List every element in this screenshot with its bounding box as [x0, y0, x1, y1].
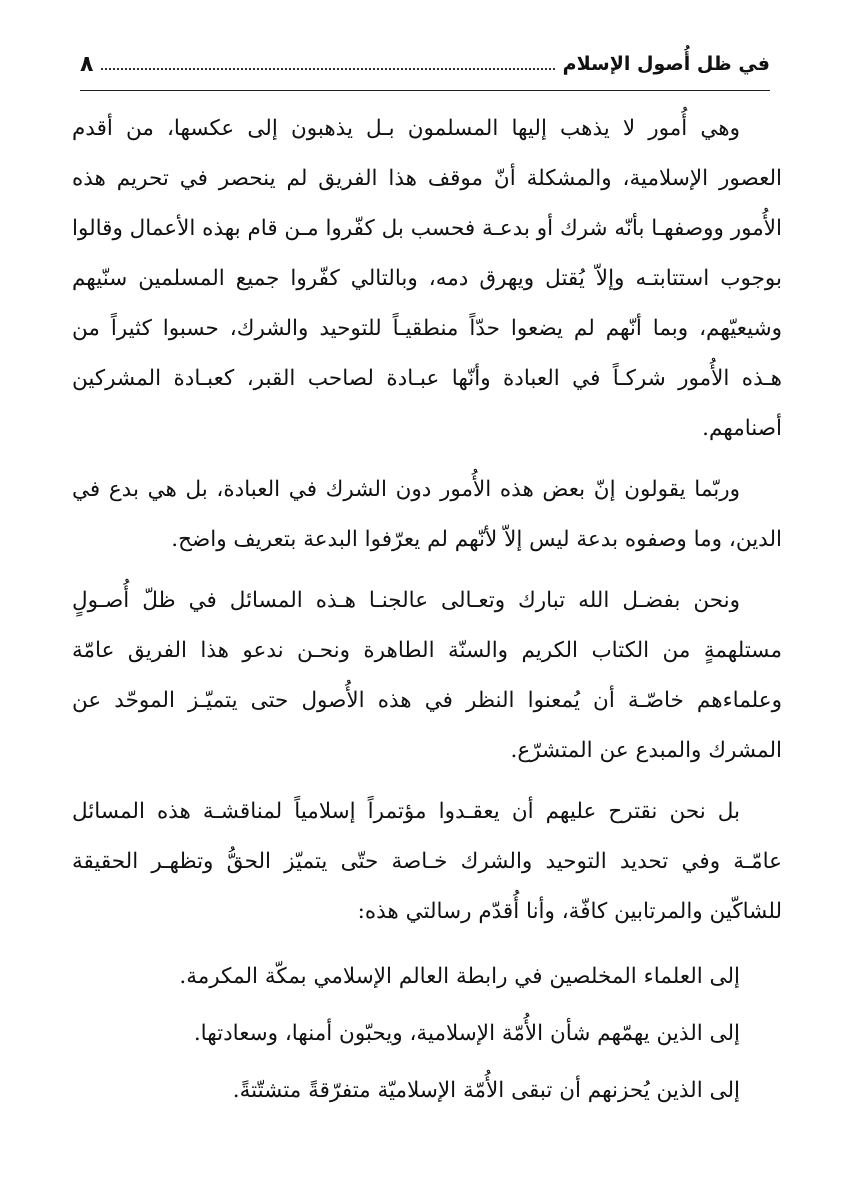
- paragraph-4: بل نحن نقترح عليهم أن يعقـدوا مؤتمراً إسلامياً لمناقشـة هذه المسائل عامّـة وفي تحديد التوحيد والشرك خـاصة حتّى يتميّز الحقُّ وتظهـر الحقيقة للشاكّين والمرتابين كافّة، وأنا أُقدّم رسالتي هذه:: [72, 799, 782, 924]
- dedication-line-1: إلى العلماء المخلصين في رابطة العالم الإسلامي بمكّة المكرمة.: [179, 964, 740, 989]
- paragraph-1: وهي أُمور لا يذهب إليها المسلمون بـل يذهبون إلى عكسها، من أقدم العصور الإسلامية، والمشكلة أنّ موقف هذا الفريق لم ينحصر في تحريم هذه الأُمور ووصفهـا بأنّه شرك أو بدعـة فحسب بل كفّروا مـن قام بهذه الأعمال وقالوا بوجوب استتابتـه وإلاّ يُقتل ويهرق دمه، وبالتالي كفّروا جميع المسلمين سنّيهم وشيعيّهم، وبما أنّهم لم يضعوا حدّاً منطقيـاً للتوحيد والشرك، حسبوا كثيراً من هـذه الأُمور شركـاً في العبادة وأنّها عبـادة لصاحب القبر، كعبـادة المشركين أصنامهم.: [72, 116, 782, 441]
- paragraph-3: ونحن بفضـل الله تبارك وتعـالى عالجنـا هـذه المسائل في ظلّ أُصـولٍ مستلهمةٍ من الكتاب الكريم والسنّة الطاهرة ونحـن ندعو هذا الفريق عامّة وعلماءهم خاصّـة أن يُمعنوا النظر في هذه الأُصول حتى يتميّـز الموحّد عن المشرك والمبدع عن المتشرّع.: [72, 588, 782, 763]
- running-header: [80, 44, 770, 84]
- dedication-line-3: إلى الذين يُحزنهم أن تبقى الأُمّة الإسلاميّة متفرّقةً متشتّتةً.: [232, 1078, 740, 1103]
- page-number: ٨: [80, 51, 94, 77]
- header-rule: [80, 90, 770, 91]
- running-title: في ظل أُصول الإسلام: [562, 53, 770, 75]
- dedication-line-2: إلى الذين يهمّهم شأن الأُمّة الإسلامية، ويحبّون أمنها، وسعادتها.: [193, 1021, 740, 1046]
- paragraph-2: وربّما يقولون إنّ بعض هذه الأُمور دون الشرك في العبادة، بل هي بدع في الدين، وما وصفوه بدعة ليس إلاّ لأنّهم لم يعرّفوا البدعة بتعريف واضح.: [72, 477, 782, 552]
- dot-leader: [101, 58, 554, 70]
- body-text: [72, 104, 782, 1119]
- dedication-list: [72, 948, 782, 1119]
